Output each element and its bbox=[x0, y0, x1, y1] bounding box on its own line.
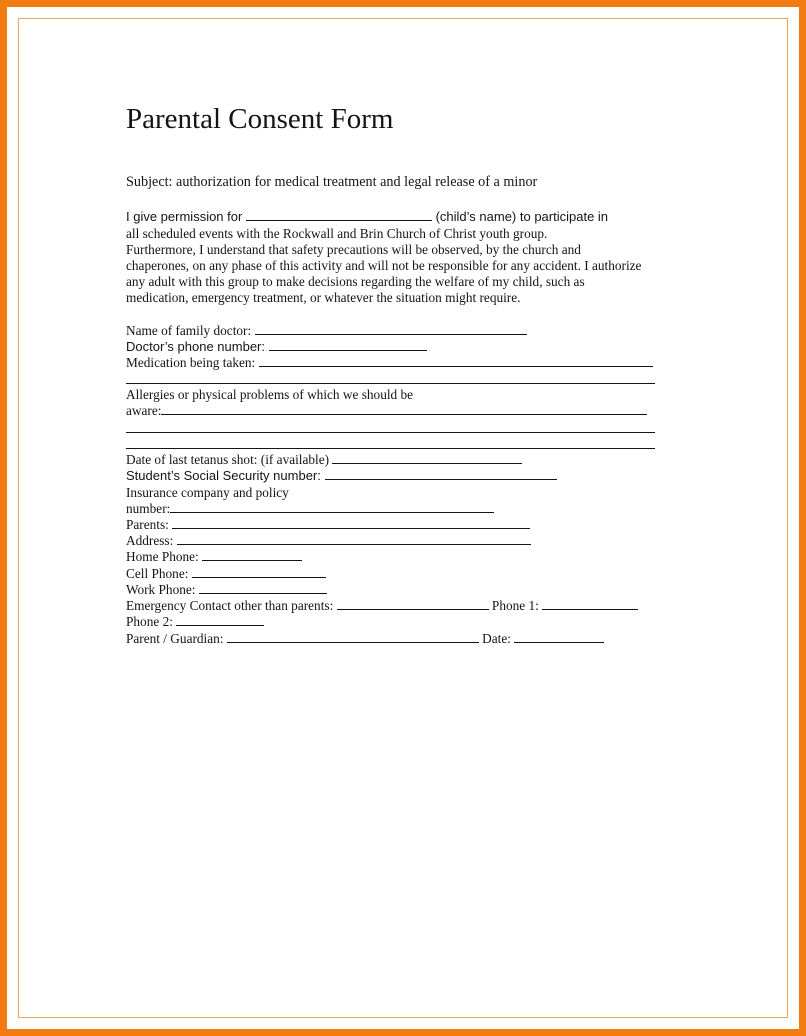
signature-row bbox=[126, 631, 604, 647]
phone-2-label: Phone 2: bbox=[126, 614, 173, 629]
ssn-row bbox=[126, 468, 557, 484]
doctor-phone-field[interactable] bbox=[269, 339, 427, 351]
medication-field[interactable] bbox=[259, 355, 653, 367]
tetanus-label: Date of last tetanus shot: (if available) bbox=[126, 452, 330, 467]
insurance-field[interactable] bbox=[170, 501, 494, 513]
phone-1-field[interactable] bbox=[542, 598, 638, 610]
permission-line: Furthermore, I understand that safety precautions will be observed, by the church and bbox=[126, 242, 581, 257]
date-field[interactable] bbox=[514, 631, 604, 643]
allergies-extra-line[interactable] bbox=[126, 448, 655, 449]
date-label: Date: bbox=[482, 631, 511, 646]
address-field[interactable] bbox=[177, 533, 531, 545]
allergies-field[interactable] bbox=[161, 403, 647, 415]
parent-guardian-field[interactable] bbox=[227, 631, 479, 643]
tetanus-row bbox=[126, 452, 522, 468]
insurance-label: Insurance company and policy bbox=[126, 485, 289, 500]
emergency-contact-field[interactable] bbox=[337, 598, 489, 610]
medication-row bbox=[126, 355, 653, 371]
cell-phone-row bbox=[126, 566, 326, 582]
family-doctor-field[interactable] bbox=[255, 323, 527, 335]
home-phone-row bbox=[126, 549, 302, 565]
family-doctor-row bbox=[126, 323, 527, 339]
insurance-label-cont: number: bbox=[126, 501, 171, 516]
doctor-phone-label: Doctor’s phone number: bbox=[126, 339, 265, 354]
work-phone-field[interactable] bbox=[199, 582, 327, 594]
permission-line: any adult with this group to make decisions regarding the welfare of my child, such as bbox=[126, 274, 585, 289]
allergies-label: Allergies or physical problems of which we should be bbox=[126, 387, 414, 402]
allergies-extra-line[interactable] bbox=[126, 432, 655, 433]
parent-guardian-label: Parent / Guardian: bbox=[126, 631, 224, 646]
parents-field[interactable] bbox=[172, 517, 530, 529]
ssn-label: Student’s Social Security number: bbox=[126, 468, 321, 483]
work-phone-row bbox=[126, 582, 327, 598]
permission-line: chaperones, on any phase of this activity and will not be responsible for any accident. I authorize bbox=[126, 258, 642, 273]
insurance-row bbox=[126, 501, 494, 517]
phone-2-row bbox=[126, 614, 264, 630]
permission-line: medication, emergency treatment, or whatever the situation might require. bbox=[126, 290, 521, 305]
permission-first-line bbox=[126, 209, 608, 225]
medication-extra-line[interactable] bbox=[126, 383, 655, 384]
child-name-field[interactable] bbox=[246, 209, 432, 221]
ssn-field[interactable] bbox=[325, 468, 557, 480]
phone-1-label: Phone 1: bbox=[491, 598, 539, 613]
home-phone-field[interactable] bbox=[202, 549, 302, 561]
permission-line: all scheduled events with the Rockwall and Brin Church of Christ youth group. bbox=[126, 226, 548, 241]
permission-suffix: (child’s name) to participate in bbox=[435, 209, 609, 224]
doctor-phone-row bbox=[126, 339, 427, 355]
parents-row bbox=[126, 517, 530, 533]
emergency-contact-label: Emergency Contact other than parents: bbox=[126, 598, 334, 613]
subject-line: Subject: authorization for medical treatment and legal release of a minor bbox=[126, 174, 538, 190]
address-row bbox=[126, 533, 531, 549]
permission-prefix: I give permission for bbox=[126, 209, 243, 224]
family-doctor-label: Name of family doctor: bbox=[126, 323, 252, 338]
home-phone-label: Home Phone: bbox=[126, 549, 199, 564]
parents-label: Parents: bbox=[126, 517, 169, 532]
page-title: Parental Consent Form bbox=[126, 103, 394, 135]
cell-phone-field[interactable] bbox=[192, 566, 326, 578]
phone-2-field[interactable] bbox=[176, 614, 264, 626]
address-label: Address: bbox=[126, 533, 174, 548]
allergies-label-cont: aware: bbox=[126, 403, 162, 418]
work-phone-label: Work Phone: bbox=[126, 582, 196, 597]
tetanus-field[interactable] bbox=[332, 452, 522, 464]
medication-label: Medication being taken: bbox=[126, 355, 256, 370]
cell-phone-label: Cell Phone: bbox=[126, 566, 189, 581]
emergency-contact-row bbox=[126, 598, 638, 614]
allergies-row bbox=[126, 403, 647, 419]
